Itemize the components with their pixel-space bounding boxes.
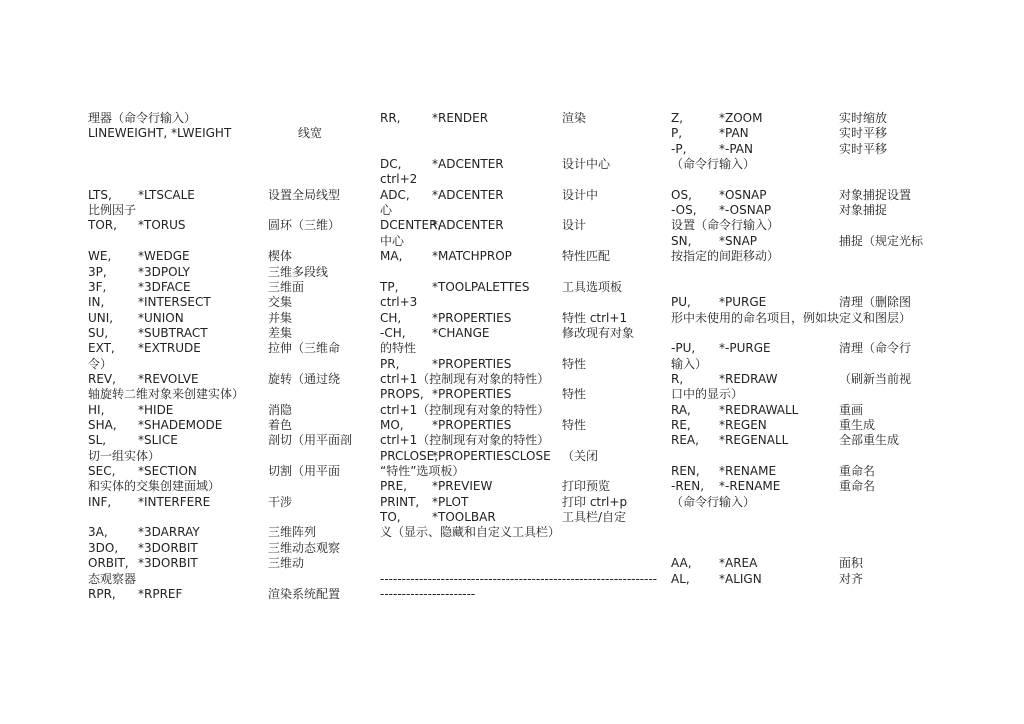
command-name: *RENDER (432, 111, 489, 125)
text-line: 态观察器 (88, 571, 137, 586)
command-name: *INTERSECT (138, 295, 211, 310)
text-line: “特性”选项板） (380, 464, 465, 479)
command-abbreviation: EXT, (88, 341, 115, 356)
command-name: *CHANGE (432, 325, 490, 340)
command-name: *RENAME (719, 464, 777, 479)
command-abbreviation: LINEWEIGHT, *LWEIGHT (88, 126, 232, 141)
command-abbreviation: 3DO, (88, 540, 119, 555)
command-name: *3DARRAY (138, 525, 200, 540)
command-description: 渲染 (562, 111, 587, 125)
command-abbreviation: 3A, (88, 525, 108, 540)
command-description: 设计中心 (562, 157, 611, 172)
command-description: 着色 (268, 418, 293, 432)
command-name: *PLOT (432, 494, 469, 509)
command-abbreviation: SHA, (88, 418, 117, 432)
command-description: 实时平移 (839, 126, 888, 141)
command-abbreviation: REA, (671, 433, 699, 448)
command-description: 工具栏/自定 (562, 510, 627, 525)
command-abbreviation: UNI, (88, 310, 114, 325)
command-name: *REVOLVE (138, 371, 199, 386)
command-name: *REGEN (719, 418, 767, 432)
text-line: ---------------------- (380, 586, 476, 601)
command-abbreviation: SN, (671, 233, 692, 248)
command-abbreviation: PR, (380, 356, 400, 371)
command-abbreviation: ADC, (380, 187, 410, 202)
command-abbreviation: Z, (671, 111, 684, 125)
command-name: *ADCENTER (432, 218, 504, 233)
command-name: *REDRAWALL (719, 402, 799, 417)
command-abbreviation: MO, (380, 418, 404, 432)
command-description: 清理（命令行 (839, 341, 912, 356)
text-line: 令） (88, 356, 113, 371)
command-description: 面积 (839, 556, 864, 571)
text-line: 切一组实体） (88, 448, 161, 463)
text-line: ctrl+1（控制现有对象的特性） (380, 433, 550, 448)
command-name: *MATCHPROP (432, 249, 512, 264)
command-abbreviation: AA, (671, 556, 692, 571)
text-line: 设置（命令行输入） (671, 218, 780, 233)
command-description: 设置全局线型 (268, 187, 341, 202)
command-abbreviation: HI, (88, 402, 105, 417)
command-description: 重画 (839, 402, 864, 417)
command-description: 三维动态观察 (268, 540, 341, 555)
command-description: 工具选项板 (562, 279, 623, 294)
command-abbreviation: SL, (88, 433, 107, 448)
text-line: 按指定的间距移动） (671, 249, 780, 264)
command-name: *TOOLPALETTES (432, 279, 530, 294)
command-abbreviation: TP, (380, 279, 399, 294)
command-description: 对齐 (839, 571, 864, 586)
command-name: *PROPERTIES (432, 310, 512, 325)
command-abbreviation: PROPS, (380, 387, 424, 402)
command-abbreviation: INF, (88, 494, 112, 509)
command-description: 交集 (268, 295, 293, 310)
command-name: *PURGE (719, 295, 767, 310)
command-name: *LTSCALE (138, 187, 195, 202)
text-line: ctrl+1（控制现有对象的特性） (380, 402, 550, 417)
command-name: *ADCENTER (432, 187, 504, 202)
text-line: 心 (380, 203, 393, 218)
command-abbreviation: RR, (380, 111, 401, 125)
command-name: *SHADEMODE (138, 418, 223, 432)
command-abbreviation: PRCLOSE, (380, 448, 439, 463)
command-description: 设计中 (562, 187, 599, 202)
command-description: 打印预览 (562, 479, 611, 494)
command-abbreviation: OS, (671, 187, 692, 202)
command-abbreviation: AL, (671, 571, 690, 586)
command-abbreviation: RA, (671, 402, 691, 417)
command-name: *SLICE (138, 433, 178, 448)
command-name: *3DPOLY (138, 264, 190, 279)
command-abbreviation: RE, (671, 418, 691, 432)
command-description: 全部重生成 (839, 433, 900, 448)
command-abbreviation: 3P, (88, 264, 107, 279)
text-line: 义（显示、隐藏和自定义工具栏） (380, 525, 561, 540)
command-abbreviation: REV, (88, 371, 116, 386)
command-abbreviation: DC, (380, 157, 402, 172)
command-description: （关闭 (562, 448, 599, 463)
command-abbreviation: -OS, (671, 203, 697, 218)
command-description: 渲染系统配置 (268, 586, 341, 601)
command-abbreviation: TOR, (88, 218, 117, 233)
command-description: 实时缩放 (839, 111, 888, 125)
command-abbreviation: REN, (671, 464, 700, 479)
command-name: *-OSNAP (719, 203, 772, 218)
command-description: 消隐 (268, 402, 293, 417)
command-name: *PROPERTIES (432, 418, 512, 432)
command-abbreviation: ORBIT, (88, 556, 129, 571)
command-name: *PAN (719, 126, 749, 141)
text-line: （命令行输入） (671, 157, 756, 172)
command-description: 三维阵列 (268, 525, 317, 540)
command-abbreviation: -PU, (671, 341, 696, 356)
text-line: ctrl+2 (380, 172, 418, 187)
command-abbreviation: -P, (671, 141, 687, 156)
command-abbreviation: WE, (88, 249, 112, 264)
command-name: *TOOLBAR (432, 510, 496, 525)
command-description: 差集 (268, 325, 293, 340)
command-name: *WEDGE (138, 249, 190, 264)
command-name: *AREA (719, 556, 758, 571)
command-name: *TORUS (138, 218, 186, 233)
text-line: ctrl+3 (380, 295, 418, 310)
command-name: *UNION (138, 310, 184, 325)
command-name: *RPREF (138, 586, 183, 601)
command-description: 捕捉（规定光标 (839, 233, 924, 248)
command-abbreviation: CH, (380, 310, 402, 325)
command-name: *HIDE (138, 402, 174, 417)
command-name: *REGENALL (719, 433, 789, 448)
text-line: 口中的显示） (671, 387, 744, 402)
command-description: 修改现有对象 (562, 325, 635, 340)
command-abbreviation: LTS, (88, 187, 112, 202)
command-abbreviation: SU, (88, 325, 109, 340)
command-description: 重命名 (839, 464, 876, 479)
command-name: *-PURGE (719, 341, 771, 356)
command-abbreviation: PU, (671, 295, 691, 310)
command-abbreviation: PRE, (380, 479, 407, 494)
command-name: *SECTION (138, 464, 197, 479)
command-description: 特性 (562, 387, 587, 402)
command-name: *ZOOM (719, 111, 763, 125)
command-description: 清理（删除图 (839, 295, 912, 310)
command-abbreviation: RPR, (88, 586, 116, 601)
command-abbreviation: R, (671, 371, 684, 386)
command-name: *PROPERTIES (432, 356, 512, 371)
command-name: *SNAP (719, 233, 758, 248)
command-name: *PROPERTIES (432, 387, 512, 402)
command-name: *ALIGN (719, 571, 762, 586)
command-description: 并集 (268, 310, 293, 325)
command-abbreviation: -CH, (380, 325, 406, 340)
command-description: 拉伸（三维命 (268, 341, 341, 356)
command-description: 对象捕捉设置 (839, 187, 912, 202)
command-description: 特性 (562, 356, 587, 371)
command-name: *EXTRUDE (138, 341, 201, 356)
command-description: 重命名 (839, 479, 876, 494)
command-description: 三维面 (268, 279, 305, 294)
command-description: 实时平移 (839, 141, 888, 156)
command-name: *PREVIEW (432, 479, 493, 494)
command-name: *REDRAW (719, 371, 778, 386)
command-abbreviation: 3F, (88, 279, 107, 294)
command-description: 楔体 (268, 249, 293, 264)
text-line: 中心 (380, 233, 405, 248)
command-name: *INTERFERE (138, 494, 211, 509)
text-line: ---------------------------------------------------------------- (380, 571, 658, 586)
command-abbreviation: TO, (380, 510, 401, 525)
command-abbreviation: -REN, (671, 479, 705, 494)
command-description: 线宽 (298, 126, 323, 141)
command-description: 干涉 (268, 494, 293, 509)
command-abbreviation: PRINT, (380, 494, 420, 509)
command-description: 特性匹配 (562, 249, 611, 264)
command-description: 对象捕捉 (839, 203, 888, 218)
command-description: （刷新当前视 (839, 371, 912, 386)
text-line: （命令行输入） (671, 494, 756, 509)
text-line: 输入） (671, 356, 708, 371)
command-name: *3DFACE (138, 279, 191, 294)
command-name: *-PAN (719, 141, 753, 156)
command-abbreviation: SEC, (88, 464, 116, 479)
command-description: 圆环（三维） (268, 218, 341, 233)
command-description: 特性 (562, 418, 587, 432)
command-description: 设计 (562, 218, 587, 233)
command-name: *ADCENTER (432, 157, 504, 172)
command-description: 打印 ctrl+p (562, 494, 628, 509)
command-abbreviation: P, (671, 126, 683, 141)
command-name: *SUBTRACT (138, 325, 208, 340)
text-line: 的特性 (380, 341, 417, 356)
text-line: 和实体的交集创建面域） (88, 479, 221, 494)
command-name: *OSNAP (719, 187, 767, 202)
text-line: 形中未使用的命名项目，例如块定义和图层） (671, 310, 912, 325)
command-description: 特性 ctrl+1 (562, 310, 628, 325)
command-description: 旋转（通过绕 (268, 371, 341, 386)
command-description: 三维动 (268, 556, 305, 571)
command-description: 剖切（用平面剖 (268, 433, 353, 448)
command-description: 三维多段线 (268, 264, 329, 279)
command-description: 重生成 (839, 418, 876, 432)
command-name: *3DORBIT (138, 556, 198, 571)
command-name: *PROPERTIESCLOSE (432, 448, 551, 463)
command-abbreviation: MA, (380, 249, 403, 264)
command-abbreviation: IN, (88, 295, 105, 310)
command-name: *3DORBIT (138, 540, 198, 555)
command-description: 切割（用平面 (268, 464, 341, 479)
text-line: 比例因子 (88, 203, 137, 218)
command-abbreviation: DCENTER, (380, 218, 442, 233)
text-line: ctrl+1（控制现有对象的特性） (380, 371, 550, 386)
command-name: *-RENAME (719, 479, 781, 494)
text-line: 理器（命令行输入） (88, 111, 197, 125)
text-line: 轴旋转二维对象来创建实体） (88, 387, 245, 402)
